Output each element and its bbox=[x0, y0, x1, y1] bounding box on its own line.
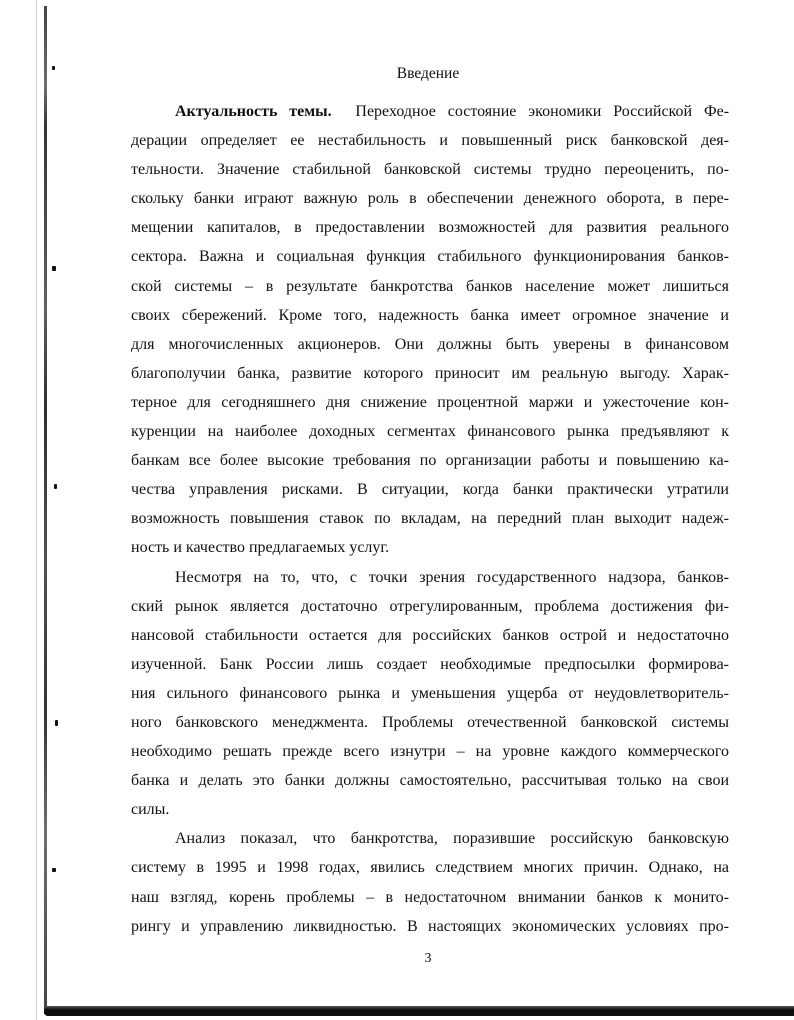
paragraph-line: мещении капиталов, в предоставлении возможностей для развития реального bbox=[131, 219, 729, 237]
paragraph-line: куренции на наиболее доходных сегментах финансового рынка предъявляют к bbox=[131, 423, 729, 441]
scan-speck bbox=[52, 868, 56, 872]
paragraph-line: для многочисленных акционеров. Они должны быть уверены в финансовом bbox=[131, 335, 729, 353]
paragraph-line: ский рынок является достаточно отрегулированным, проблема достижения фи- bbox=[131, 597, 729, 615]
paragraph-line: тельности. Значение стабильной банковской системы трудно переоценить, по- bbox=[131, 161, 729, 179]
paragraph-line: своих сбережений. Кроме того, надежность банка имеет огромное значение и bbox=[131, 306, 729, 324]
page-number: 3 bbox=[424, 951, 432, 966]
scan-speck bbox=[52, 266, 56, 271]
scan-bottom-edge bbox=[44, 1006, 794, 1016]
scan-edge-thin bbox=[36, 0, 37, 1020]
paragraph-line: терное для сегодняшнего дня снижение процентной маржи и ужесточение кон- bbox=[131, 393, 729, 411]
paragraph-line: ской системы – в результате банкротства банков население может лишиться bbox=[131, 277, 729, 295]
paragraph-line: рингу и управлению ликвидностью. В настоящих экономических условиях про- bbox=[131, 917, 729, 935]
paragraph-line: дерации определяет ее нестабильность и повышенный риск банковской дея- bbox=[131, 132, 729, 150]
paragraph-line: благополучии банка, развитие которого приносит им реальную выгоду. Харак- bbox=[131, 364, 729, 382]
paragraph-line: наш взгляд, корень проблемы – в недостаточном внимании банков к монито- bbox=[131, 888, 729, 906]
paragraph-line: чества управления рисками. В ситуации, когда банки практически утратили bbox=[131, 481, 729, 499]
paragraph-line: изученной. Банк России лишь создает необходимые предпосылки формирова- bbox=[131, 655, 729, 673]
paragraph-line: возможность повышения ставок по вкладам, на передний план выходит надеж- bbox=[131, 510, 729, 528]
paragraph-line: ного банковского менеджмента. Проблемы отечественной банковской системы bbox=[131, 713, 729, 731]
paragraph-line: силы. bbox=[131, 801, 170, 819]
scan-edge bbox=[44, 6, 47, 1014]
paragraph-line: нансовой стабильности остается для российских банков острой и недостаточно bbox=[131, 626, 729, 644]
paragraph-line: сектора. Важна и социальная функция стабильного функционирования банков- bbox=[131, 248, 729, 266]
paragraph-line: Актуальность темы. Переходное состояние экономики Российской Фе- bbox=[175, 103, 730, 120]
paragraph-line: скольку банки играют важную роль в обеспечении денежного оборота, в пере- bbox=[131, 190, 729, 208]
document-body bbox=[131, 97, 729, 941]
paragraph-line: ния сильного финансового рынка и уменьшения ущерба от неудовлетворитель- bbox=[131, 684, 729, 702]
paragraph-line: необходимо решать прежде всего изнутри – на уровне каждого коммерческого bbox=[131, 743, 729, 761]
paragraph-line: систему в 1995 и 1998 годах, явились следствием многих причин. Однако, на bbox=[131, 859, 729, 877]
page-title: Введение bbox=[396, 65, 460, 82]
paragraph-line: банка и делать это банки должны самостоятельно, рассчитывая только на свои bbox=[131, 772, 729, 790]
paragraph-line: банкам все более высокие требования по организации работы и повышению ка- bbox=[131, 452, 729, 470]
paragraph-line: Анализ показал, что банкротства, поразившие российскую банковскую bbox=[175, 830, 729, 848]
section-heading: Актуальность темы. bbox=[175, 103, 332, 120]
paragraph-line: Несмотря на то, что, с точки зрения государственного надзора, банков- bbox=[175, 568, 729, 586]
scan-speck bbox=[55, 720, 58, 726]
scan-speck bbox=[54, 484, 57, 489]
paragraph-line: ность и качество предлагаемых услуг. bbox=[131, 539, 390, 557]
